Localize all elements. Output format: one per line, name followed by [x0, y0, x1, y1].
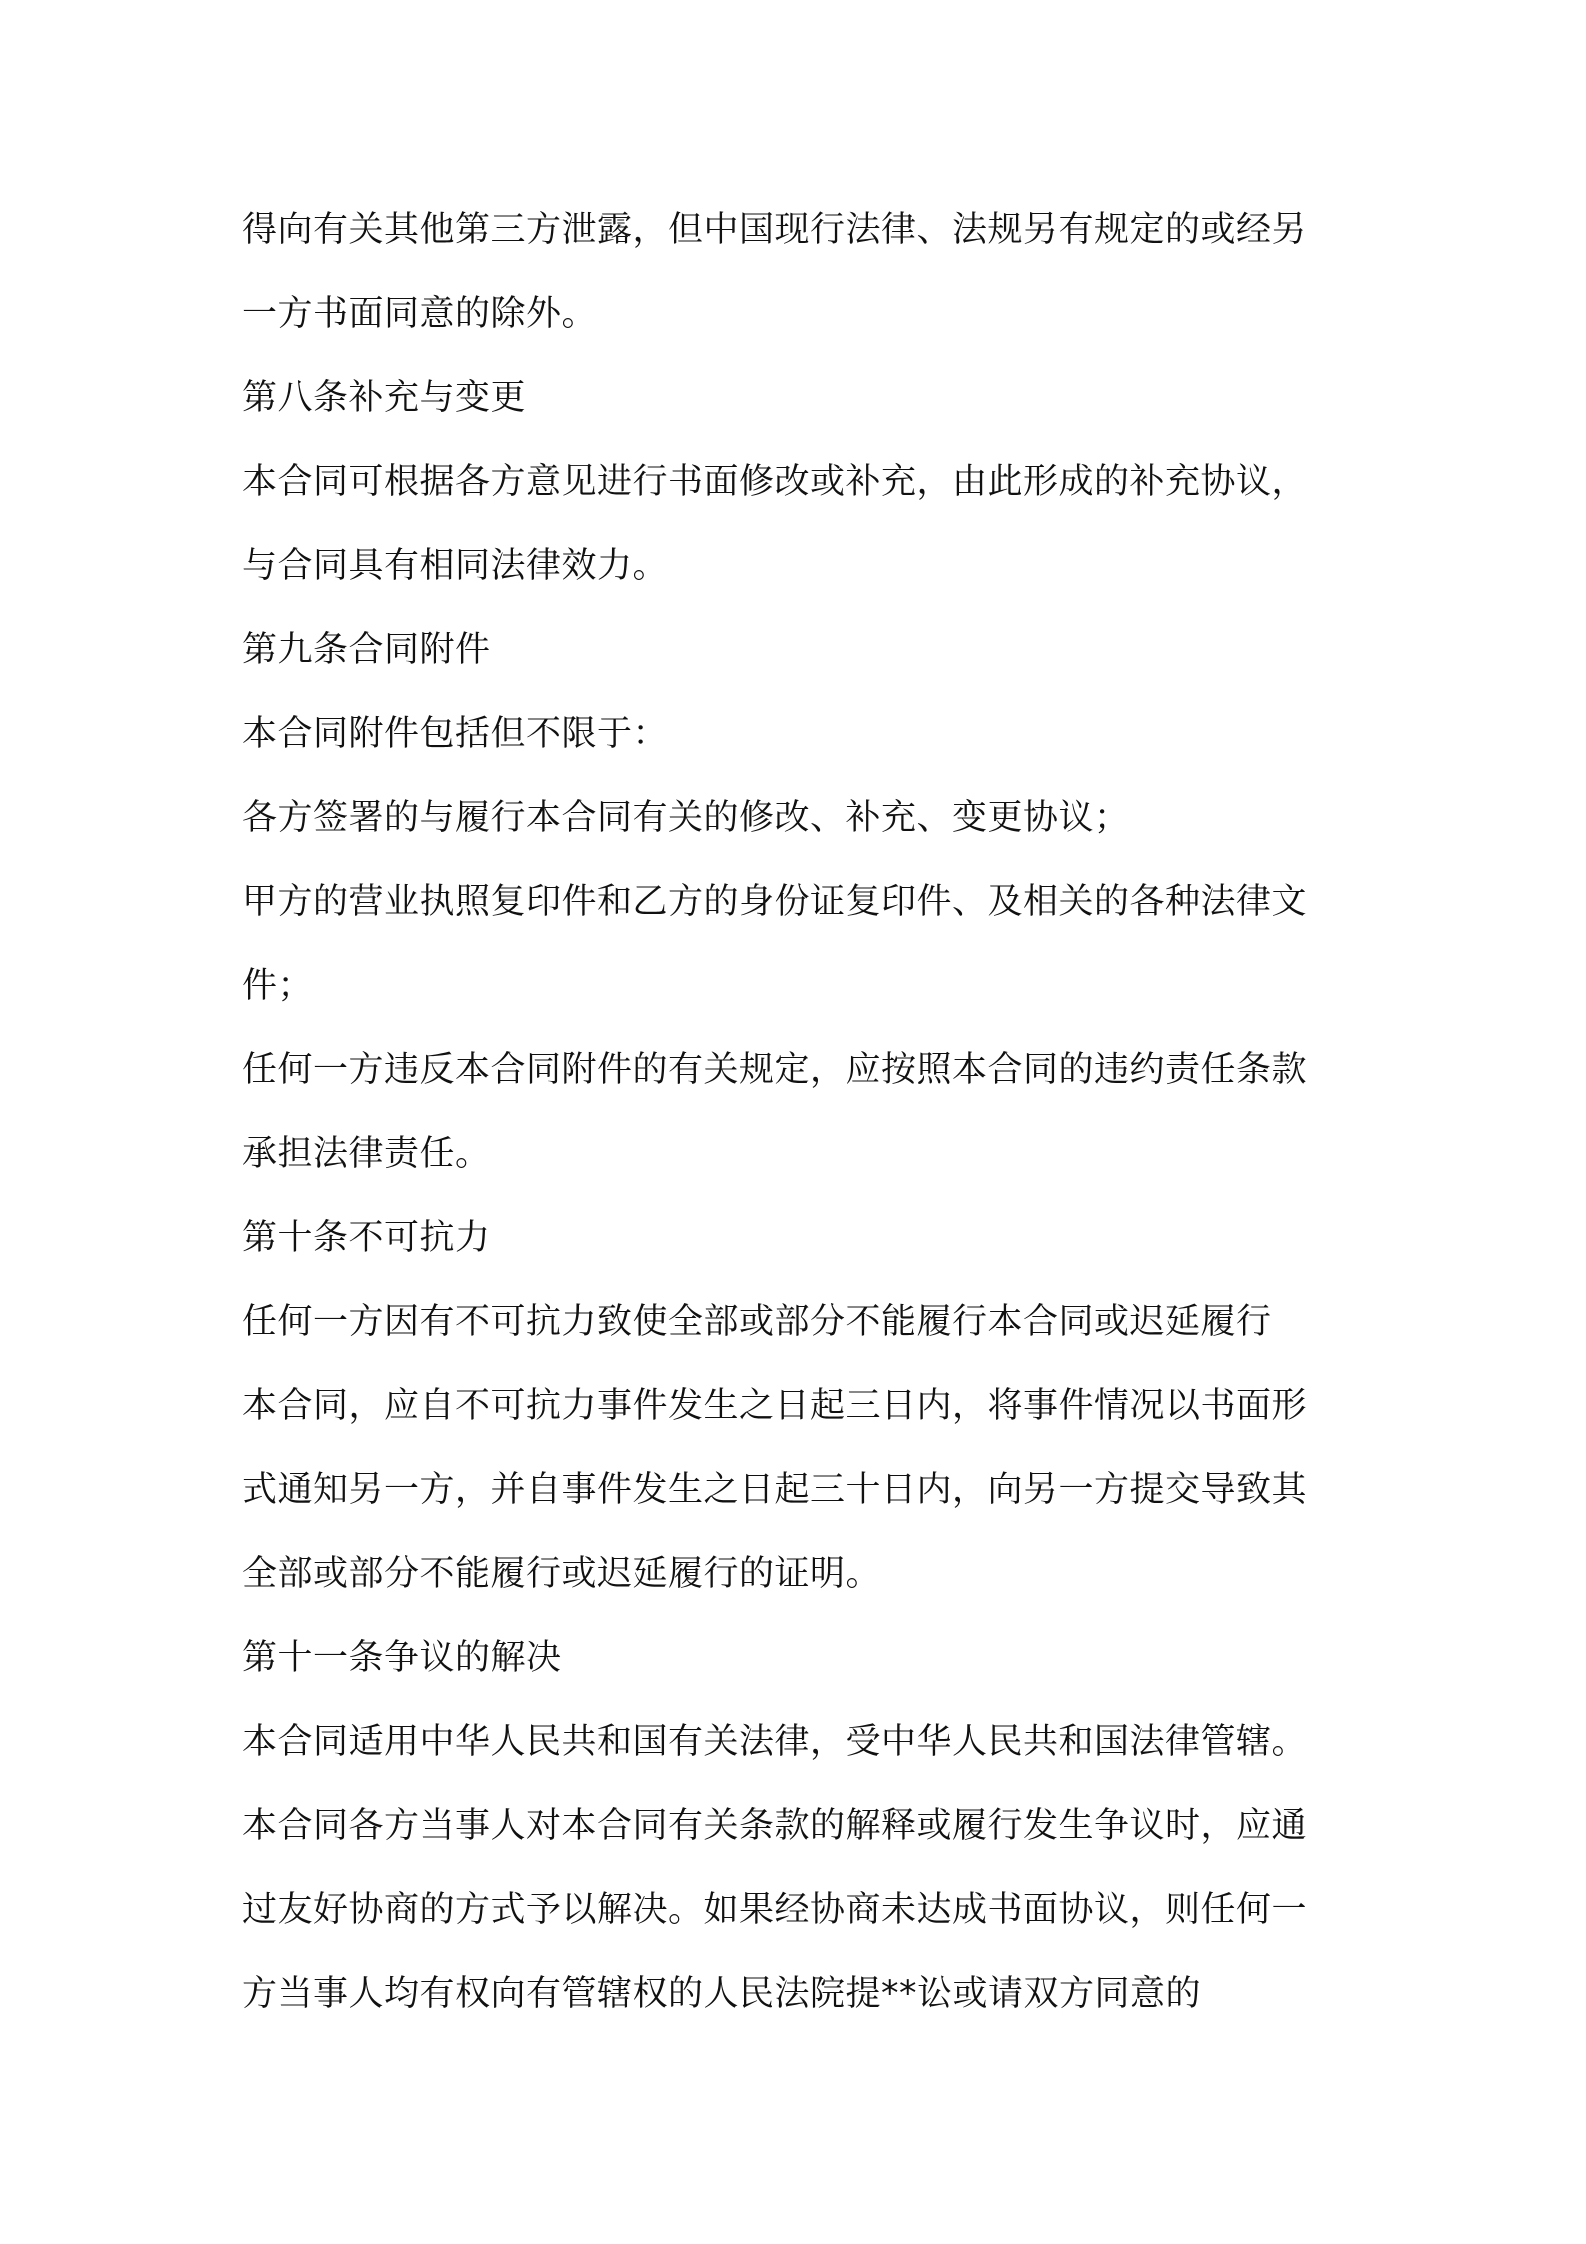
body-line: 一方书面同意的除外。 — [242, 294, 598, 334]
article-11-heading: 第十一条争议的解决 — [242, 1638, 562, 1678]
body-line: 甲方的营业执照复印件和乙方的身份证复印件、及相关的各种法律文 — [242, 882, 1308, 922]
article-9-heading: 第九条合同附件 — [242, 630, 491, 670]
document-body — [242, 204, 1362, 2052]
body-line: 本合同可根据各方意见进行书面修改或补充，由此形成的补充协议， — [242, 462, 1308, 502]
body-line: 承担法律责任。 — [242, 1134, 491, 1174]
body-line: 与合同具有相同法律效力。 — [242, 546, 669, 586]
body-line: 本合同适用中华人民共和国有关法律，受中华人民共和国法律管辖。 — [242, 1722, 1308, 1762]
body-line: 任何一方违反本合同附件的有关规定，应按照本合同的违约责任条款 — [242, 1050, 1308, 1090]
body-line: 各方签署的与履行本合同有关的修改、补充、变更协议； — [242, 798, 1130, 838]
article-10-heading: 第十条不可抗力 — [242, 1218, 491, 1258]
body-line: 过友好协商的方式予以解决。如果经协商未达成书面协议，则任何一 — [242, 1890, 1308, 1930]
body-line: 得向有关其他第三方泄露，但中国现行法律、法规另有规定的或经另 — [242, 210, 1308, 250]
body-line: 本合同附件包括但不限于： — [242, 714, 669, 754]
body-line: 本合同各方当事人对本合同有关条款的解释或履行发生争议时，应通 — [242, 1806, 1308, 1846]
body-line: 式通知另一方，并自事件发生之日起三十日内，向另一方提交导致其 — [242, 1470, 1308, 1510]
article-8-heading: 第八条补充与变更 — [242, 378, 527, 418]
body-line: 任何一方因有不可抗力致使全部或部分不能履行本合同或迟延履行 — [242, 1302, 1272, 1342]
body-line: 全部或部分不能履行或迟延履行的证明。 — [242, 1554, 882, 1594]
body-line: 件； — [242, 966, 314, 1006]
body-line: 本合同，应自不可抗力事件发生之日起三日内，将事件情况以书面形 — [242, 1386, 1308, 1426]
body-line: 方当事人均有权向有管辖权的人民法院提**讼或请双方同意的 — [242, 1974, 1202, 2014]
